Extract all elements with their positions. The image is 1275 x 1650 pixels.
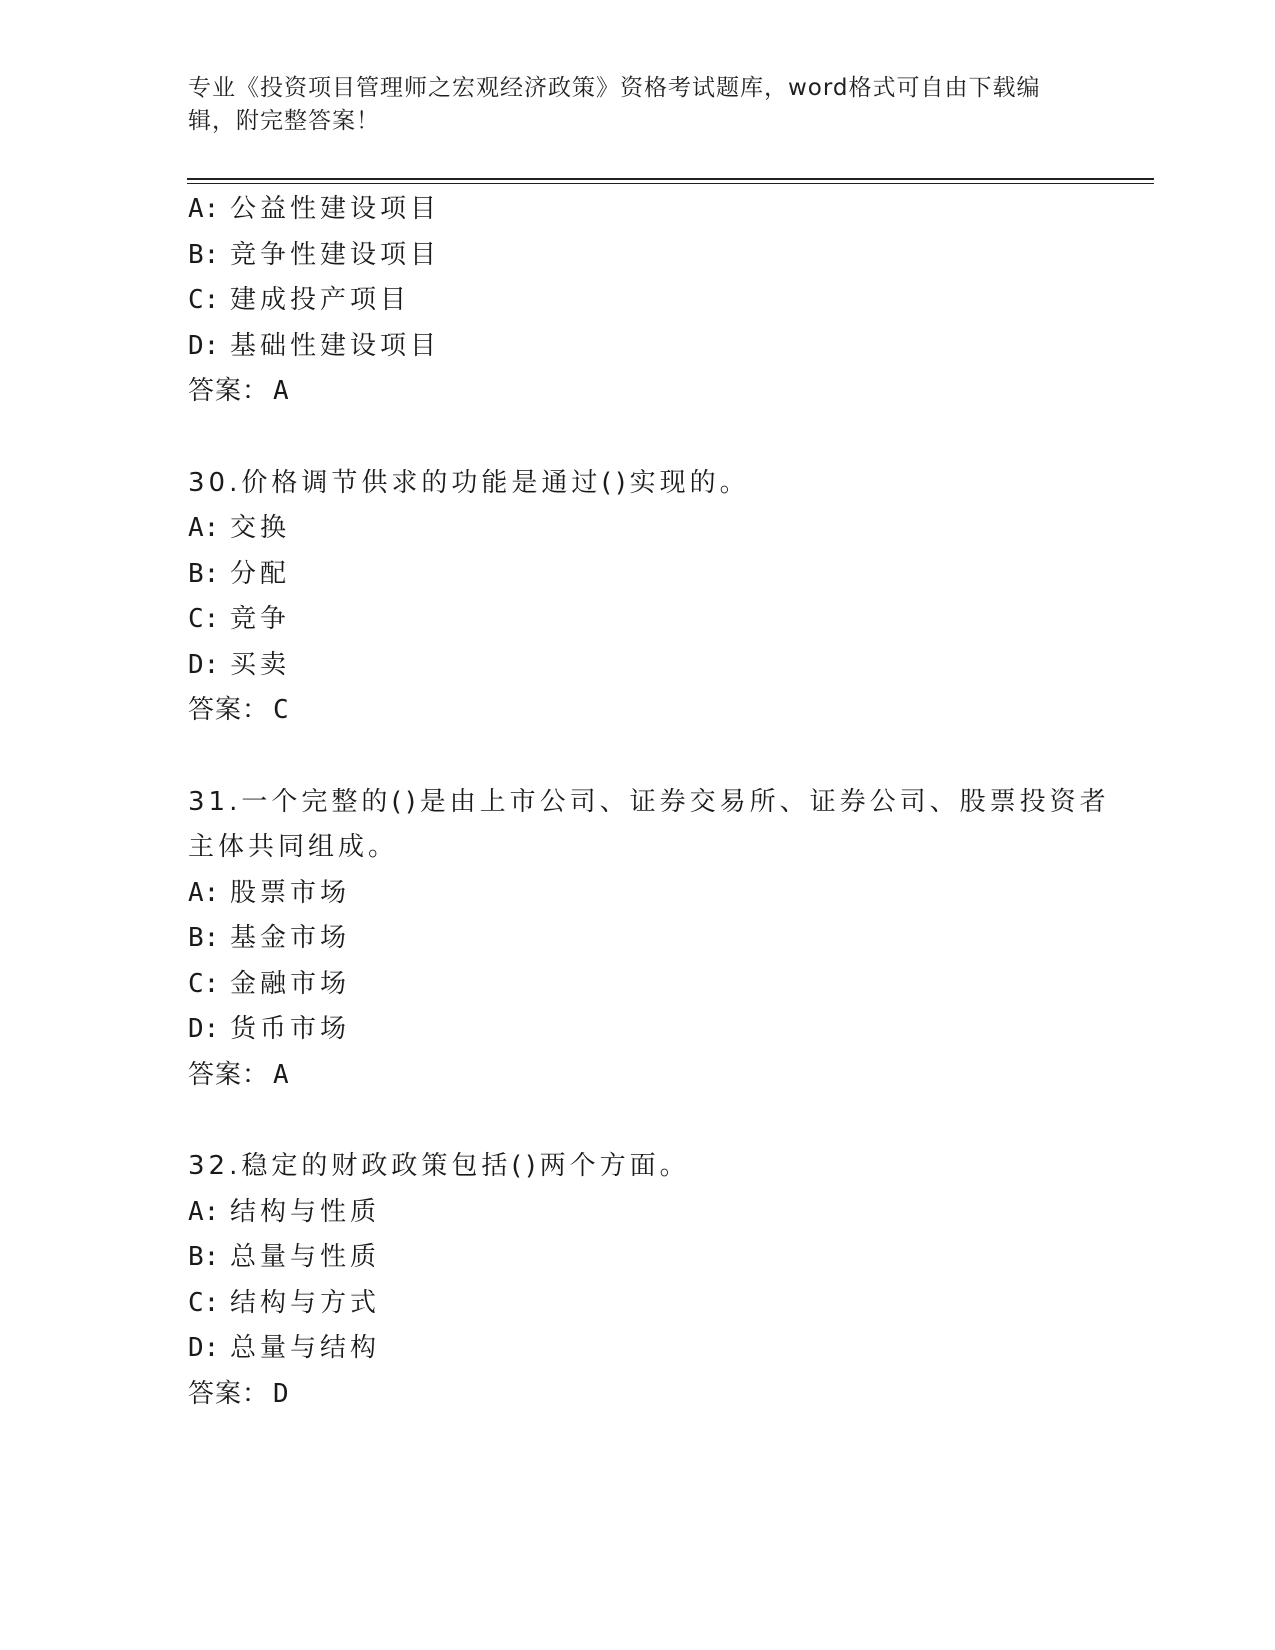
option-d: D: 基础性建设项目 (188, 330, 441, 361)
question-32 (188, 1144, 1088, 1417)
option-c: C: 金融市场 (188, 968, 351, 999)
option-a: A: 结构与性质 (188, 1196, 381, 1227)
option-d: D: 货币市场 (188, 1014, 351, 1044)
option-b: B: 总量与性质 (188, 1242, 381, 1272)
option-a: A: 股票市场 (188, 877, 351, 908)
question-text-line-1: 31.一个完整的()是由上市公司、证券交易所、证券公司、股票投资者 (188, 786, 1110, 817)
option-d: D: 买卖 (188, 649, 291, 680)
header-line-1: 专业《投资项目管理师之宏观经济政策》资格考试题库，word格式可自由下载编 (188, 75, 1041, 101)
question-29-tail (188, 187, 1088, 415)
header-line-2: 辑，附完整答案！ (188, 108, 380, 134)
option-b: B: 分配 (188, 558, 291, 589)
header-divider-thin (187, 183, 1154, 184)
question-31 (188, 780, 1110, 1099)
document-header (188, 72, 1068, 138)
option-b: B: 基金市场 (188, 923, 351, 953)
answer-line: 答案： C (188, 695, 290, 725)
option-b: B: 竞争性建设项目 (188, 239, 441, 270)
answer-line: 答案： A (188, 1059, 290, 1090)
option-c: C: 竞争 (188, 604, 291, 634)
answer-line: 答案： D (188, 1378, 290, 1409)
option-a: A: 公益性建设项目 (188, 194, 441, 224)
option-c: C: 建成投产项目 (188, 285, 411, 315)
question-30 (188, 461, 1088, 734)
option-c: C: 结构与方式 (188, 1287, 381, 1318)
option-a: A: 交换 (188, 513, 291, 543)
header-divider-thick (187, 178, 1154, 180)
question-text-line-2: 主体共同组成。 (188, 832, 399, 862)
question-list (188, 187, 1110, 1417)
question-text: 32.稳定的财政政策包括()两个方面。 (188, 1151, 690, 1181)
question-text: 30.价格调节供求的功能是通过()实现的。 (188, 467, 750, 498)
answer-line: 答案： A (188, 376, 290, 406)
option-d: D: 总量与结构 (188, 1333, 381, 1363)
